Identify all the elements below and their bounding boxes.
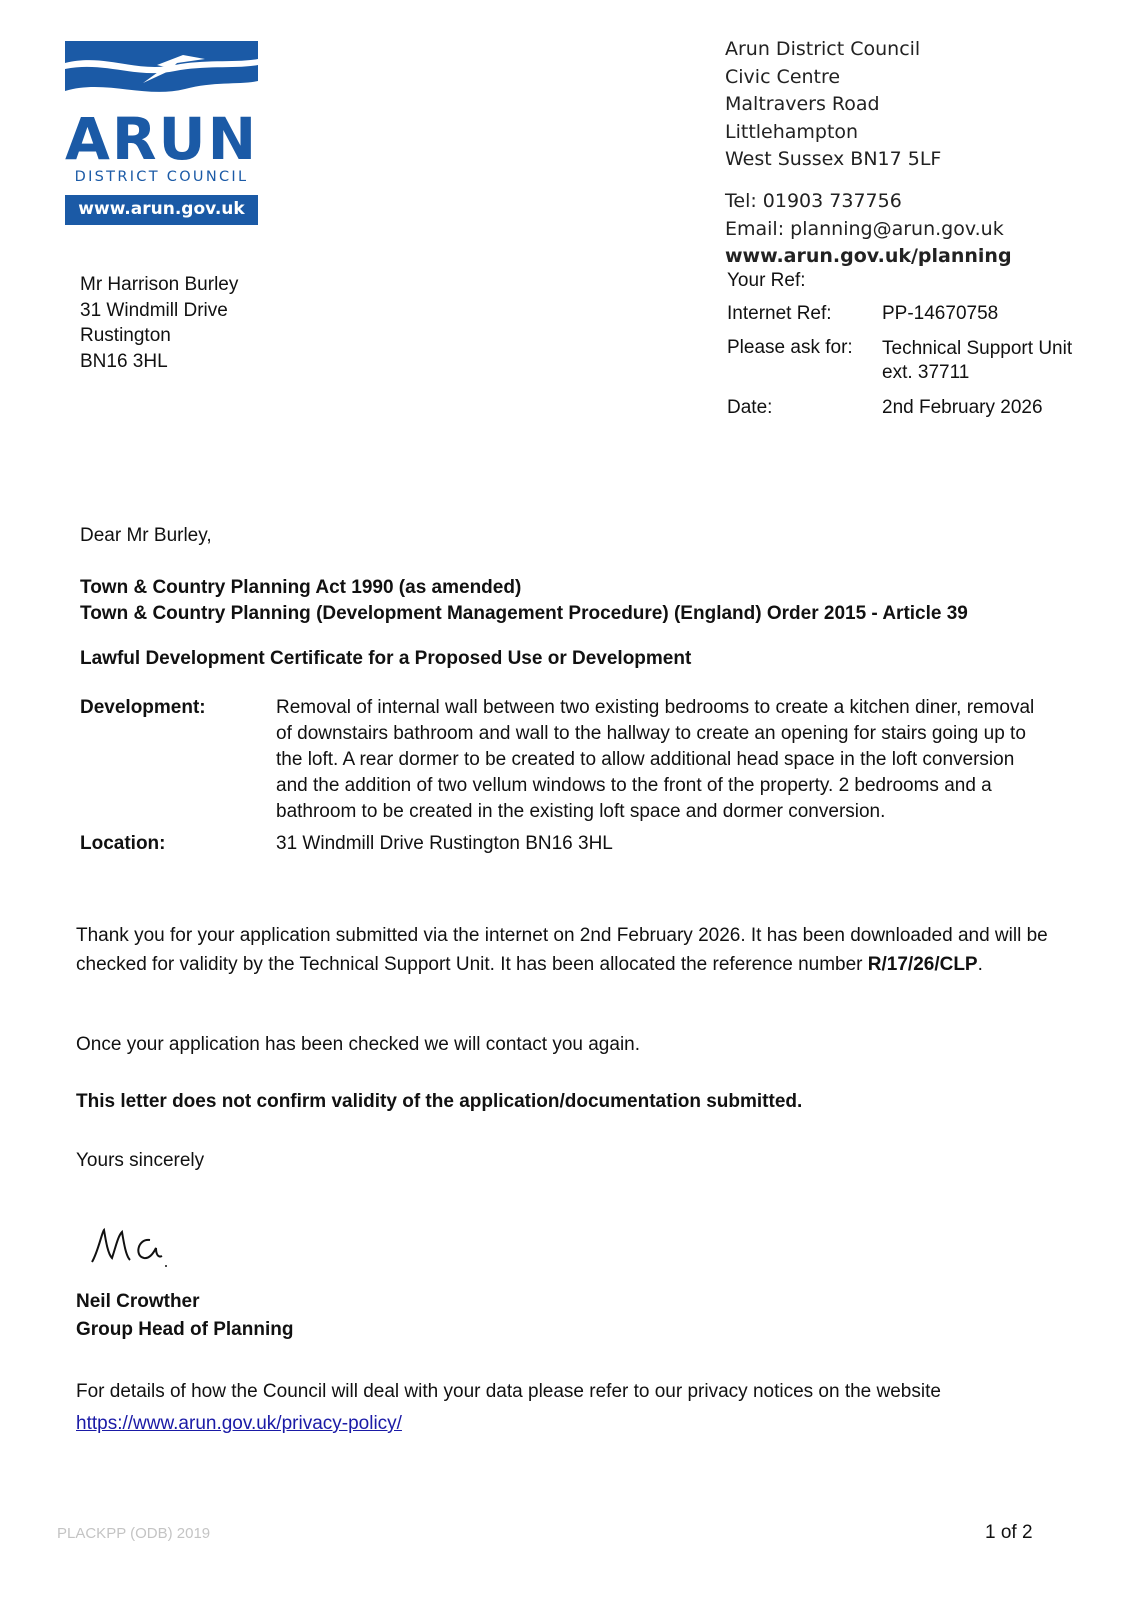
- heading: Town & Country Planning Act 1990 (as amended): [80, 577, 522, 598]
- phone: Tel: 01903 737756: [725, 190, 902, 212]
- arun-logo: ARUN DISTRICT COUNCIL www.arun.gov.uk: [65, 41, 258, 225]
- privacy-notice: [76, 1376, 941, 1440]
- legislation-headings: [80, 575, 968, 627]
- signature: [88, 1222, 178, 1277]
- internet-ref: [727, 303, 1072, 337]
- signatory-title: Group Head of Planning: [76, 1319, 294, 1340]
- value: Technical Support Unit: [882, 338, 1073, 359]
- value: ext. 37711: [882, 362, 970, 383]
- signatory: [76, 1288, 293, 1344]
- council-address: [725, 36, 941, 174]
- validity-notice: This letter does not confirm validity of the application/documentation submitted.: [76, 1091, 803, 1112]
- label: Development:: [80, 697, 206, 718]
- council-contact: [725, 188, 1012, 271]
- privacy-policy-link[interactable]: https://www.arun.gov.uk/privacy-policy/: [76, 1413, 402, 1434]
- location-row: [80, 831, 1036, 857]
- value: 31 Windmill Drive Rustington BN16 3HL: [276, 833, 613, 854]
- development-row: [80, 695, 1036, 825]
- label: Your Ref:: [727, 270, 806, 291]
- value: Removal of internal wall between two existing bedrooms to create a kitchen diner, removal of downstairs bathroom and wall to the hallway to create an opening for stairs going up to the loft. A rear dormer to be created to allow additional head space in the loft conversion and the addition of two vellum windows to the front of the property. 2 bedrooms and a bathroom to be created in the existing loft space and dormer conversion.: [276, 697, 1035, 822]
- recipient-line: Rustington: [80, 325, 171, 346]
- text: .: [977, 954, 983, 975]
- address-line: Littlehampton: [725, 120, 859, 143]
- recipient-line: BN16 3HL: [80, 350, 168, 372]
- references: [727, 270, 1072, 419]
- reference-number: R/17/26/CLP: [867, 954, 978, 975]
- value: 2nd February 2026: [882, 397, 1043, 418]
- seagull-wave-icon: [65, 41, 258, 103]
- website: www.arun.gov.uk/planning: [725, 245, 1012, 267]
- date: [727, 397, 1072, 419]
- body-paragraph: Once your application has been checked we will contact you again.: [76, 1034, 641, 1055]
- address-line: West Sussex BN17 5LF: [725, 148, 942, 170]
- signatory-name: Neil Crowther: [76, 1291, 200, 1312]
- address-line: Arun District Council: [725, 38, 921, 60]
- label: Date:: [727, 397, 773, 418]
- text: Thank you for your application submitted via the internet on 2nd February 2026. It has been downloaded and will be checked for validity by the Technical Support Unit. It has been allocated the reference number: [76, 925, 1048, 975]
- closing: Yours sincerely: [76, 1150, 205, 1171]
- footer-code: PLACKPP (ODB) 2019: [57, 1525, 211, 1542]
- heading: Town & Country Planning (Development Management Procedure) (England) Order 2015 - Article 39: [80, 603, 968, 624]
- certificate-heading: Lawful Development Certificate for a Proposed Use or Development: [80, 648, 692, 669]
- salutation: Dear Mr Burley,: [80, 525, 212, 546]
- ask-for: [727, 337, 1072, 397]
- body-paragraph: [76, 921, 1061, 979]
- page-number: 1 of 2: [985, 1522, 1033, 1543]
- recipient-line: 31 Windmill Drive: [80, 299, 228, 321]
- recipient-address: [80, 272, 238, 374]
- value: PP-14670758: [882, 303, 999, 324]
- label: Location:: [80, 833, 166, 854]
- label: Please ask for:: [727, 337, 853, 358]
- address-line: Maltravers Road: [725, 93, 880, 115]
- label: Internet Ref:: [727, 303, 832, 324]
- logo-url: www.arun.gov.uk: [65, 195, 258, 225]
- development-details: [80, 695, 1036, 857]
- text: For details of how the Council will deal with your data please refer to our privacy notices on the website: [76, 1381, 941, 1402]
- recipient-line: Mr Harrison Burley: [80, 274, 239, 295]
- email: Email: planning@arun.gov.uk: [725, 217, 1004, 240]
- address-line: Civic Centre: [725, 65, 841, 88]
- your-ref: [727, 270, 1072, 303]
